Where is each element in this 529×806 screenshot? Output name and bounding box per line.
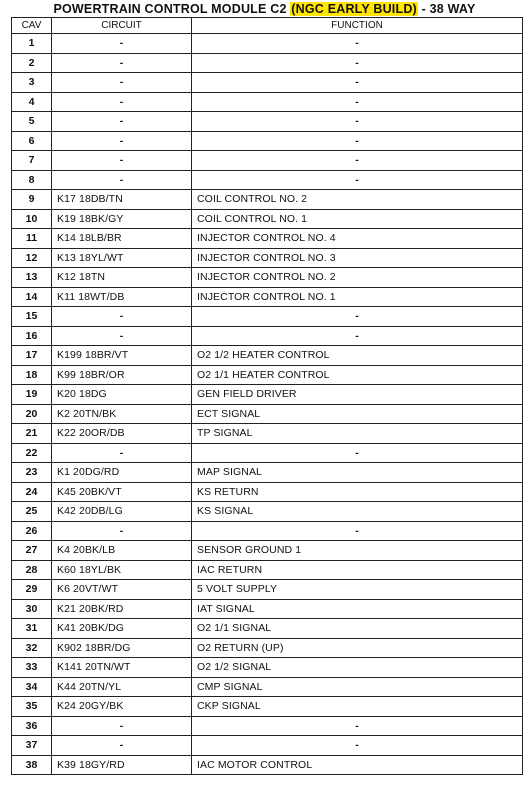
- function-cell: O2 RETURN (UP): [192, 638, 523, 658]
- cavity-number: 14: [12, 287, 52, 307]
- cavity-number: 33: [12, 658, 52, 678]
- table-row: [12, 424, 523, 444]
- table-row: [12, 638, 523, 658]
- cavity-number: 16: [12, 326, 52, 346]
- table-row: [12, 385, 523, 405]
- function-cell: MAP SIGNAL: [192, 463, 523, 483]
- cavity-number: 5: [12, 112, 52, 132]
- table-row: [12, 677, 523, 697]
- cavity-number: 19: [12, 385, 52, 405]
- table-row: [12, 131, 523, 151]
- table-row: [12, 502, 523, 522]
- table-row: [12, 248, 523, 268]
- header-row: [12, 18, 523, 34]
- cavity-number: 24: [12, 482, 52, 502]
- circuit-cell: K1 20DG/RD: [52, 463, 192, 483]
- circuit-cell: -: [52, 443, 192, 463]
- function-cell: INJECTOR CONTROL NO. 3: [192, 248, 523, 268]
- cavity-number: 1: [12, 34, 52, 54]
- table-row: [12, 541, 523, 561]
- cavity-number: 15: [12, 307, 52, 327]
- circuit-cell: K21 20BK/RD: [52, 599, 192, 619]
- function-cell: O2 1/1 SIGNAL: [192, 619, 523, 639]
- function-cell: -: [192, 151, 523, 171]
- header-circuit: CIRCUIT: [52, 18, 192, 34]
- cavity-number: 32: [12, 638, 52, 658]
- function-cell: -: [192, 307, 523, 327]
- circuit-cell: K199 18BR/VT: [52, 346, 192, 366]
- table-row: [12, 307, 523, 327]
- function-cell: O2 1/1 HEATER CONTROL: [192, 365, 523, 385]
- table-row: [12, 404, 523, 424]
- function-cell: -: [192, 73, 523, 93]
- cavity-number: 18: [12, 365, 52, 385]
- circuit-cell: K14 18LB/BR: [52, 229, 192, 249]
- circuit-cell: -: [52, 326, 192, 346]
- function-cell: SENSOR GROUND 1: [192, 541, 523, 561]
- cavity-number: 36: [12, 716, 52, 736]
- function-cell: -: [192, 131, 523, 151]
- circuit-cell: K42 20DB/LG: [52, 502, 192, 522]
- cavity-number: 37: [12, 736, 52, 756]
- table-row: [12, 326, 523, 346]
- title-highlight: (NGC EARLY BUILD): [291, 2, 417, 16]
- function-cell: CMP SIGNAL: [192, 677, 523, 697]
- function-cell: -: [192, 112, 523, 132]
- circuit-cell: K41 20BK/DG: [52, 619, 192, 639]
- circuit-cell: K141 20TN/WT: [52, 658, 192, 678]
- cavity-number: 22: [12, 443, 52, 463]
- cavity-number: 9: [12, 190, 52, 210]
- circuit-cell: K2 20TN/BK: [52, 404, 192, 424]
- cavity-number: 7: [12, 151, 52, 171]
- function-cell: -: [192, 53, 523, 73]
- circuit-cell: K902 18BR/DG: [52, 638, 192, 658]
- table-row: [12, 229, 523, 249]
- table-row: [12, 151, 523, 171]
- cavity-number: 26: [12, 521, 52, 541]
- function-cell: -: [192, 92, 523, 112]
- cavity-number: 13: [12, 268, 52, 288]
- circuit-cell: -: [52, 53, 192, 73]
- header-function: FUNCTION: [192, 18, 523, 34]
- table-row: [12, 736, 523, 756]
- cavity-number: 28: [12, 560, 52, 580]
- function-cell: -: [192, 326, 523, 346]
- cavity-number: 10: [12, 209, 52, 229]
- table-row: [12, 658, 523, 678]
- circuit-cell: -: [52, 73, 192, 93]
- cavity-number: 3: [12, 73, 52, 93]
- function-cell: COIL CONTROL NO. 2: [192, 190, 523, 210]
- circuit-cell: -: [52, 131, 192, 151]
- function-cell: IAC MOTOR CONTROL: [192, 755, 523, 775]
- cavity-number: 23: [12, 463, 52, 483]
- cavity-number: 6: [12, 131, 52, 151]
- table-row: [12, 170, 523, 190]
- table-row: [12, 521, 523, 541]
- function-cell: O2 1/2 HEATER CONTROL: [192, 346, 523, 366]
- table-row: [12, 599, 523, 619]
- cavity-number: 8: [12, 170, 52, 190]
- table-row: [12, 697, 523, 717]
- page-title: [0, 2, 529, 16]
- cavity-number: 29: [12, 580, 52, 600]
- pinout-table: [11, 17, 523, 775]
- table-row: [12, 716, 523, 736]
- table-body: [12, 34, 523, 775]
- function-cell: -: [192, 170, 523, 190]
- circuit-cell: K11 18WT/DB: [52, 287, 192, 307]
- function-cell: KS RETURN: [192, 482, 523, 502]
- table-row: [12, 365, 523, 385]
- function-cell: ECT SIGNAL: [192, 404, 523, 424]
- table-row: [12, 560, 523, 580]
- cavity-number: 27: [12, 541, 52, 561]
- table-row: [12, 209, 523, 229]
- circuit-cell: K24 20GY/BK: [52, 697, 192, 717]
- circuit-cell: -: [52, 736, 192, 756]
- function-cell: IAT SIGNAL: [192, 599, 523, 619]
- circuit-cell: -: [52, 112, 192, 132]
- function-cell: GEN FIELD DRIVER: [192, 385, 523, 405]
- table-row: [12, 580, 523, 600]
- circuit-cell: K19 18BK/GY: [52, 209, 192, 229]
- table-row: [12, 190, 523, 210]
- table-row: [12, 268, 523, 288]
- function-cell: IAC RETURN: [192, 560, 523, 580]
- function-cell: KS SIGNAL: [192, 502, 523, 522]
- table-row: [12, 482, 523, 502]
- cavity-number: 11: [12, 229, 52, 249]
- cavity-number: 25: [12, 502, 52, 522]
- function-cell: -: [192, 736, 523, 756]
- title-prefix: POWERTRAIN CONTROL MODULE C2: [53, 2, 291, 16]
- cavity-number: 21: [12, 424, 52, 444]
- table-row: [12, 463, 523, 483]
- cavity-number: 31: [12, 619, 52, 639]
- function-cell: CKP SIGNAL: [192, 697, 523, 717]
- circuit-cell: -: [52, 34, 192, 54]
- table-row: [12, 287, 523, 307]
- table-row: [12, 53, 523, 73]
- table-row: [12, 73, 523, 93]
- circuit-cell: K22 20OR/DB: [52, 424, 192, 444]
- circuit-cell: K60 18YL/BK: [52, 560, 192, 580]
- table-row: [12, 34, 523, 54]
- cavity-number: 38: [12, 755, 52, 775]
- circuit-cell: K12 18TN: [52, 268, 192, 288]
- cavity-number: 30: [12, 599, 52, 619]
- circuit-cell: -: [52, 170, 192, 190]
- circuit-cell: -: [52, 307, 192, 327]
- function-cell: INJECTOR CONTROL NO. 1: [192, 287, 523, 307]
- table-row: [12, 92, 523, 112]
- circuit-cell: K6 20VT/WT: [52, 580, 192, 600]
- function-cell: -: [192, 34, 523, 54]
- cavity-number: 17: [12, 346, 52, 366]
- circuit-cell: K13 18YL/WT: [52, 248, 192, 268]
- circuit-cell: -: [52, 92, 192, 112]
- circuit-cell: K45 20BK/VT: [52, 482, 192, 502]
- header-cav: CAV: [12, 18, 52, 34]
- function-cell: -: [192, 716, 523, 736]
- table-row: [12, 619, 523, 639]
- circuit-cell: K39 18GY/RD: [52, 755, 192, 775]
- circuit-cell: -: [52, 716, 192, 736]
- table-row: [12, 112, 523, 132]
- circuit-cell: K44 20TN/YL: [52, 677, 192, 697]
- function-cell: O2 1/2 SIGNAL: [192, 658, 523, 678]
- circuit-cell: K99 18BR/OR: [52, 365, 192, 385]
- circuit-cell: K20 18DG: [52, 385, 192, 405]
- function-cell: TP SIGNAL: [192, 424, 523, 444]
- function-cell: -: [192, 521, 523, 541]
- cavity-number: 34: [12, 677, 52, 697]
- cavity-number: 20: [12, 404, 52, 424]
- function-cell: -: [192, 443, 523, 463]
- circuit-cell: K17 18DB/TN: [52, 190, 192, 210]
- table-row: [12, 755, 523, 775]
- table-row: [12, 346, 523, 366]
- function-cell: 5 VOLT SUPPLY: [192, 580, 523, 600]
- circuit-cell: -: [52, 521, 192, 541]
- cavity-number: 4: [12, 92, 52, 112]
- circuit-cell: K4 20BK/LB: [52, 541, 192, 561]
- circuit-cell: -: [52, 151, 192, 171]
- cavity-number: 12: [12, 248, 52, 268]
- title-suffix: - 38 WAY: [417, 2, 476, 16]
- cavity-number: 2: [12, 53, 52, 73]
- function-cell: INJECTOR CONTROL NO. 2: [192, 268, 523, 288]
- function-cell: INJECTOR CONTROL NO. 4: [192, 229, 523, 249]
- function-cell: COIL CONTROL NO. 1: [192, 209, 523, 229]
- table-row: [12, 443, 523, 463]
- cavity-number: 35: [12, 697, 52, 717]
